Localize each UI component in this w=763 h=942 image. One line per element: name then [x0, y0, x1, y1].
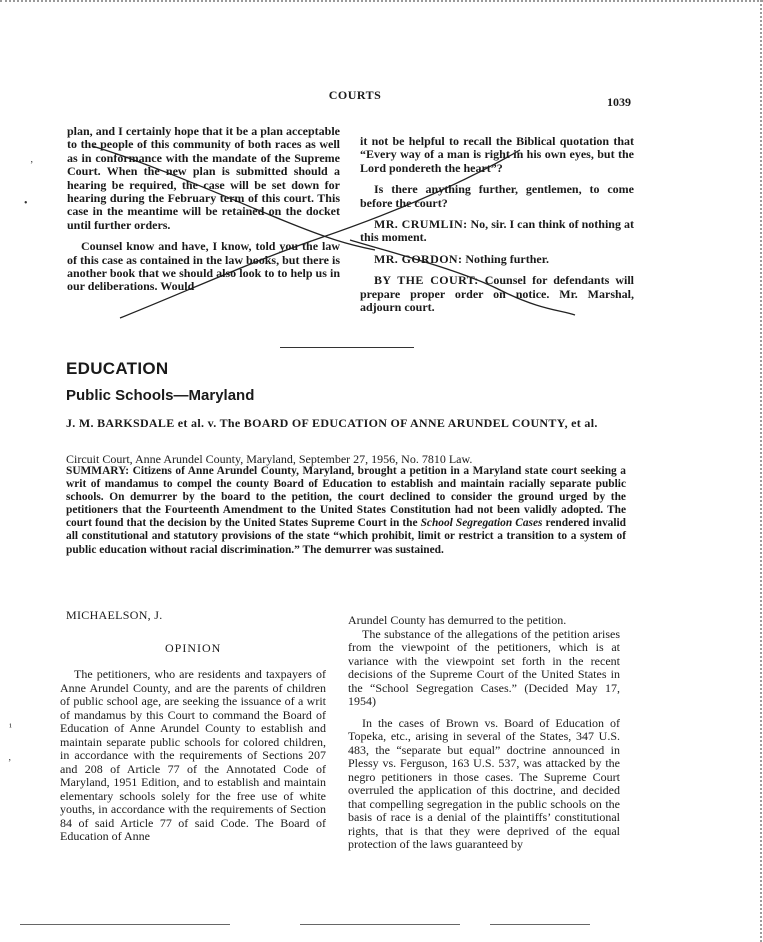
court-text: Counsel for defendants will prepare proper order on notice. Mr. Marshal, adjourn court.: [360, 273, 634, 315]
crumlin-text: No, sir. I can think of nothing at this moment.: [360, 217, 634, 245]
scan-speck-2: •: [24, 198, 28, 209]
top-right-paragraph-1: it not be helpful to recall the Biblical quotation that “Every way of a man is right in his own eyes, but the Lord pondereth the heart”?: [360, 134, 634, 175]
opinion-left-column: [60, 668, 326, 852]
opinion-right-paragraph-2: The substance of the allegations of the petition arises from the viewpoint of the petitioners, which is at variance with the viewpoint set forth in the recent decisions of the Supreme Court of the United States in the “School Segregation Cases.” (Decided May 17, 1954): [348, 626, 620, 708]
gordon-statement: [360, 253, 634, 266]
page-number: 1039: [607, 95, 631, 109]
section-divider: [280, 347, 414, 348]
judge-name: MICHAELSON, J.: [66, 608, 163, 622]
top-right-paragraph-2: Is there anything further, gentlemen, to come before the court?: [360, 182, 634, 210]
court-statement: [360, 274, 634, 314]
section-heading: EDUCATION: [66, 359, 169, 378]
top-left-paragraph-1: plan, and I certainly hope that it be a plan acceptable to the people of this community of both races as well as in conformance with the mandate of the Supreme Court. When the new plan is submitted should a hearing be required, the case will be set down for hearing during the February term of this court. This case in the meantime will be retained on the docket until further orders.: [67, 124, 340, 232]
case-summary: [66, 465, 626, 557]
scan-speck-3: ¹: [9, 722, 12, 733]
scan-speck-1: ’: [30, 160, 34, 171]
opinion-right-column: [348, 614, 620, 860]
scan-footer-rule-middle: [300, 924, 460, 925]
section-subheading: Public Schools—Maryland: [66, 387, 255, 404]
top-left-column: [67, 125, 340, 302]
court-citation: Circuit Court, Anne Arundel County, Maryland, September 27, 1956, No. 7810 Law.: [66, 452, 473, 466]
opinion-right-paragraph-1: Arundel County has demurred to the petition.: [348, 613, 567, 627]
summary-text-1: Citizens of Anne Arundel County, Maryland, brought a petition in a Maryland state court seeking a writ of mandamus to compel the county Board of Education to establish and maintain racially separate public schools. On demurrer by the board to the petition, the court declined to consider the ground urged by the petitioners that the Fourteenth Amendment to the United States Constitution had not been validly adopted. The court found that the decision by the United States Supreme Court in the: [66, 465, 626, 530]
summary-case-name: School Segregation Cases: [420, 517, 543, 530]
summary-text-2: rendered invalid all constitutional and statutory provisions of the state “which prohibit, limit or restrict a transition to a system of public education without racial discrimination.” The demurrer was sustained.: [66, 517, 627, 556]
summary-label: SUMMARY:: [66, 465, 130, 477]
scan-footer-rule-right: [490, 924, 590, 925]
opinion-right-paragraph-3: In the cases of Brown vs. Board of Education of Topeka, etc., arising in several of the States, 347 U.S. 483, the “separate but equal” doctrine announced in Plessy vs. Ferguson, 163 U.S. 537, was attacked by the negro petitioners in those cases. The Supreme Court overruled the application of this doctrine, and decided that compelling segregation in the public schools on the basis of race is a denial of the plaintiffs’ constitutional rights, that is that they were deprived of the equal protection of the laws guaranteed by: [348, 715, 620, 851]
opinion-heading: OPINION: [165, 641, 222, 655]
opinion-left-paragraph-1: The petitioners, who are residents and taxpayers of Anne Arundel County, and are the parents of children of public school age, are seeking the issuance of a writ of mandamus by this Court to command the Board of Education of Anne Arundel County to establish and maintain separate public schools for colored children, in accordance with the requirements of Sections 207 and 208 of Article 77 of the Annotated Code of Maryland, 1951 Edition, and to establish and maintain elementary schools solely for the free use of white youths, in accordance with the requirements of Section 84 of said Article 77 of said Code. The Board of Education of Anne: [60, 667, 326, 843]
speaker-crumlin: MR. CRUMLIN:: [374, 217, 468, 232]
top-right-column: [360, 135, 634, 322]
running-header: COURTS: [328, 88, 382, 102]
page-border-right: [760, 0, 762, 942]
scan-speck-4: ’: [8, 758, 12, 769]
crumlin-statement: [360, 218, 634, 245]
scan-footer-rule-left: [20, 924, 230, 925]
speaker-gordon: MR. GORDON:: [374, 251, 463, 266]
top-left-paragraph-2: Counsel know and have, I know, told you the law of this case as contained in the law books, but there is another book that we should also look to to help us in our deliberations. Would: [67, 239, 340, 294]
speaker-court: BY THE COURT:: [374, 273, 479, 288]
page-border-top: [0, 0, 763, 2]
case-title: J. M. BARKSDALE et al. v. The BOARD OF EDUCATION OF ANNE ARUNDEL COUNTY, et al.: [66, 416, 598, 430]
gordon-text: Nothing further.: [462, 251, 549, 266]
